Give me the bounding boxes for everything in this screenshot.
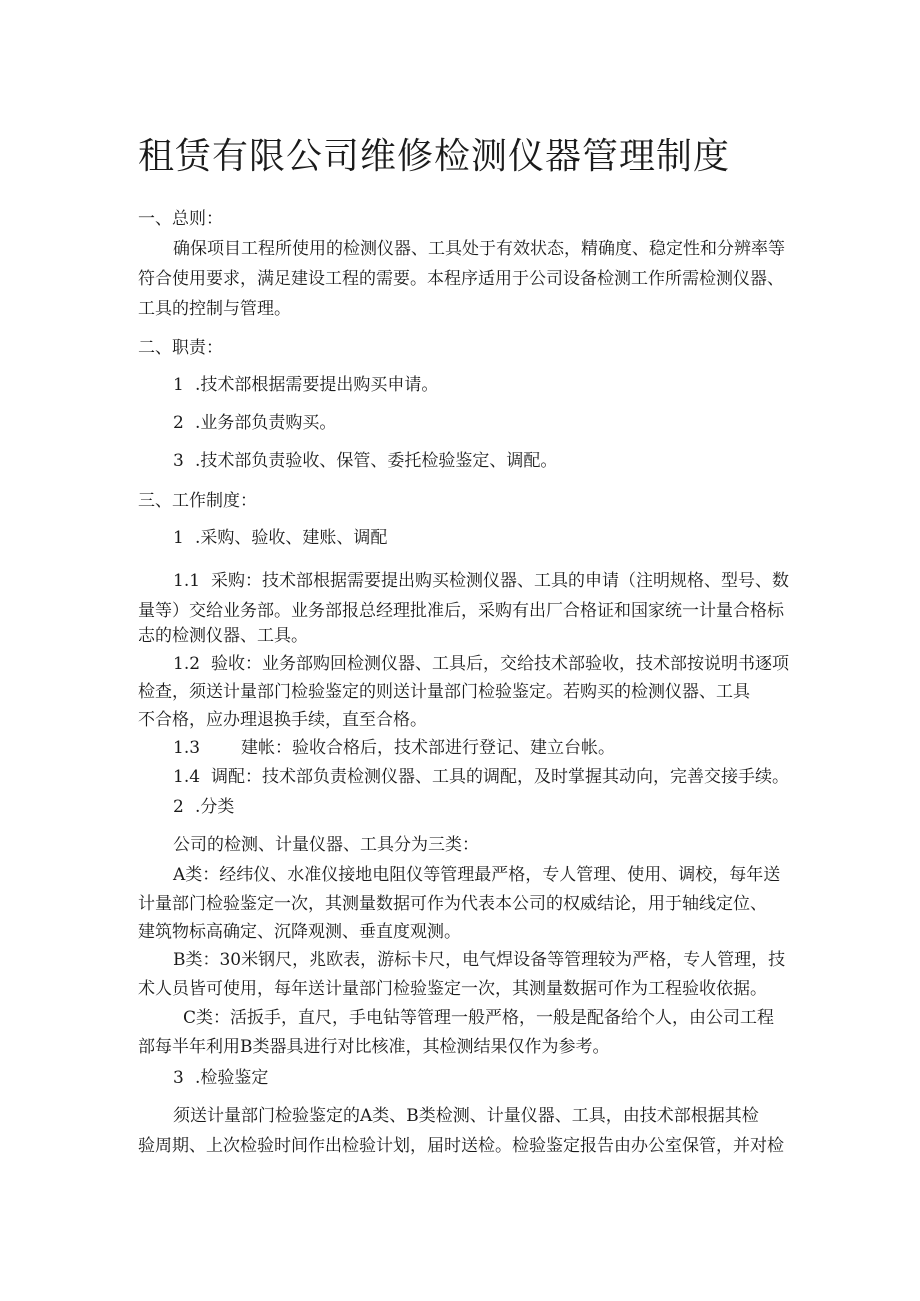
paragraph-line: 检查，须送计量部门检验鉴定的则送计量部门检验鉴定。若购买的检测仪器、工具	[138, 682, 750, 702]
clause-text: 调配：技术部负责检测仪器、工具的调配，及时掌握其动向，完善交接手续。	[211, 767, 789, 787]
subsection-heading	[173, 523, 387, 553]
section-heading-general: 一、总则：	[138, 209, 223, 229]
paragraph-line: 部每半年利用B类器具进行对比核准，其检测结果仅作为参考。	[138, 1037, 610, 1057]
paragraph-line: 工具的控制与管理。	[138, 299, 291, 319]
subsection-title: .检验鉴定	[195, 1068, 269, 1088]
document-title: 租赁有限公司维修检测仪器管理制度	[138, 136, 731, 177]
clause-number: 1.1	[173, 571, 201, 591]
subsection-heading	[173, 792, 234, 822]
list-item-text: .技术部根据需要提出购买申请。	[195, 375, 439, 395]
paragraph-line: 不合格，应办理退换手续，直至合格。	[138, 710, 427, 730]
clause-number: 1.4	[173, 767, 201, 787]
subsection-title: .分类	[195, 797, 235, 817]
list-item-text: .业务部负责购买。	[195, 413, 337, 433]
clause-text: 验收：业务部购回检测仪器、工具后，交给技术部验收，技术部按说明书逐项	[211, 654, 789, 674]
clause-1-1	[173, 566, 789, 596]
paragraph-line: 符合使用要求，满足建设工程的需要。本程序适用于公司设备检测工作所需检测仪器、	[138, 269, 784, 289]
clause-text: 建帐：验收合格后，技术部进行登记、建立台帐。	[241, 738, 615, 758]
class-c-line: C类：活扳手，直尺，手电钻等管理一般严格，一般是配备给个人，由公司工程	[183, 1008, 775, 1028]
section-heading-duties: 二、职责：	[138, 338, 223, 358]
paragraph-line: 公司的检测、计量仪器、工具分为三类：	[173, 835, 479, 855]
clause-number: 1.3	[173, 738, 201, 758]
class-b-line: B类：30米钢尺，兆欧表，游标卡尺，电气焊设备等管理较为严格，专人管理，技	[173, 950, 786, 970]
clause-1-2	[173, 649, 789, 679]
list-item-text: .技术部负责验收、保管、委托检验鉴定、调配。	[195, 451, 558, 471]
clause-1-4	[173, 762, 789, 792]
subsection-title: .采购、验收、建账、调配	[195, 528, 388, 548]
paragraph-line: 志的检测仪器、工具。	[138, 626, 308, 646]
paragraph-line: 确保项目工程所使用的检测仪器、工具处于有效状态，精确度、稳定性和分辨率等	[173, 239, 785, 259]
subsection-number: 3	[173, 1068, 184, 1088]
paragraph-line: 验周期、上次检验时间作出检验计划，届时送检。检验鉴定报告由办公室保管，并对检	[138, 1136, 784, 1156]
paragraph-line: 量等）交给业务部。业务部报总经理批准后，采购有出厂合格证和国家统一计量合格标	[138, 601, 784, 621]
paragraph-line: 建筑物标高确定、沉降观测、垂直度观测。	[138, 922, 461, 942]
list-item	[173, 370, 438, 400]
subsection-heading	[173, 1063, 268, 1093]
clause-1-3	[173, 733, 615, 763]
section-heading-work-system: 三、工作制度：	[138, 491, 257, 511]
class-a-line: A类：经纬仪、水准仪接地电阻仪等管理最严格，专人管理、使用、调校，每年送	[173, 865, 781, 885]
list-item	[173, 408, 336, 438]
paragraph-line: 计量部门检验鉴定一次，其测量数据可作为代表本公司的权威结论，用于轴线定位、	[138, 894, 767, 914]
list-item-number: 3	[173, 451, 184, 471]
clause-number: 1.2	[173, 654, 201, 674]
list-item	[173, 446, 557, 476]
subsection-number: 1	[173, 528, 184, 548]
list-item-number: 2	[173, 413, 184, 433]
paragraph-line: 术人员皆可使用，每年送计量部门检验鉴定一次，其测量数据可作为工程验收依据。	[138, 979, 767, 999]
list-item-number: 1	[173, 375, 184, 395]
subsection-number: 2	[173, 797, 184, 817]
paragraph-line: 须送计量部门检验鉴定的A类、B类检测、计量仪器、工具，由技术部根据其检	[173, 1106, 759, 1126]
clause-text: 采购：技术部根据需要提出购买检测仪器、工具的申请（注明规格、型号、数	[211, 571, 789, 591]
